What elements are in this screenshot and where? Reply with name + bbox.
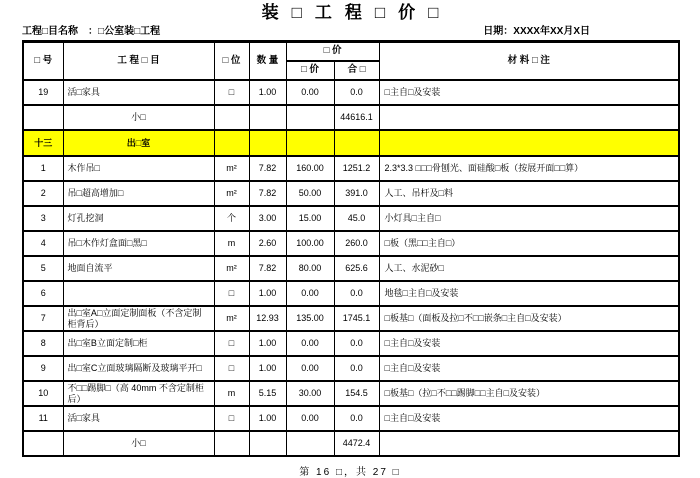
col-header-item: 工 程 □ 目 xyxy=(63,42,214,81)
col-header-total: 合 □ xyxy=(334,61,379,80)
cell-price: 0.00 xyxy=(286,331,334,356)
cell-qty: 2.60 xyxy=(249,231,286,256)
cell-note xyxy=(379,105,679,130)
cell-note: 人工、吊杆及□料 xyxy=(379,181,679,206)
item-row xyxy=(23,256,679,281)
cell-note: 小灯具□主自□ xyxy=(379,206,679,231)
cell-name: 木作吊□ xyxy=(63,156,214,181)
cell-price xyxy=(286,105,334,130)
cell-note: □主自□及安装 xyxy=(379,356,679,381)
cell-name: 出□室 xyxy=(63,130,214,156)
subtotal-row xyxy=(23,105,679,130)
cell-total: 1251.2 xyxy=(334,156,379,181)
cell-qty: 7.82 xyxy=(249,181,286,206)
col-header-material: 材 料 □ 注 xyxy=(379,42,679,81)
cell-unit xyxy=(214,130,249,156)
cell-price: 0.00 xyxy=(286,80,334,105)
item-row xyxy=(23,306,679,331)
col-header-unit-price: □ 价 xyxy=(286,61,334,80)
cell-qty: 7.82 xyxy=(249,156,286,181)
cell-unit xyxy=(214,431,249,456)
cell-total: 0.0 xyxy=(334,281,379,306)
cell-note: □板基□（拉□不□□踢脚□□主自□及安装） xyxy=(379,381,679,406)
cell-note xyxy=(379,130,679,156)
cell-no: 7 xyxy=(23,306,63,331)
cell-price xyxy=(286,431,334,456)
quotation-table xyxy=(22,40,680,457)
cell-unit: □ xyxy=(214,80,249,105)
cell-name: 吊□超高增加□ xyxy=(63,181,214,206)
cell-unit xyxy=(214,105,249,130)
cell-no: 6 xyxy=(23,281,63,306)
cell-no: 19 xyxy=(23,80,63,105)
item-row xyxy=(23,181,679,206)
cell-qty: 1.00 xyxy=(249,80,286,105)
cell-qty: 1.00 xyxy=(249,281,286,306)
cell-unit: m² xyxy=(214,181,249,206)
cell-name: 小□ xyxy=(63,105,214,130)
cell-unit: m xyxy=(214,231,249,256)
cell-unit: m xyxy=(214,381,249,406)
cell-price: 80.00 xyxy=(286,256,334,281)
cell-note: □板基□（面板及拉□不□□嵌条□主自□及安装） xyxy=(379,306,679,331)
cell-no: 1 xyxy=(23,156,63,181)
cell-qty: 7.82 xyxy=(249,256,286,281)
cell-total xyxy=(334,130,379,156)
cell-qty xyxy=(249,431,286,456)
item-row xyxy=(23,156,679,181)
cell-note: □主自□及安装 xyxy=(379,331,679,356)
cell-total: 0.0 xyxy=(334,356,379,381)
cell-qty: 5.15 xyxy=(249,381,286,406)
cell-no: 3 xyxy=(23,206,63,231)
cell-unit: m² xyxy=(214,156,249,181)
cell-qty xyxy=(249,130,286,156)
cell-no: 8 xyxy=(23,331,63,356)
cell-no: 2 xyxy=(23,181,63,206)
cell-name xyxy=(63,281,214,306)
item-row xyxy=(23,281,679,306)
cell-note: □主自□及安装 xyxy=(379,406,679,431)
cell-qty: 12.93 xyxy=(249,306,286,331)
cell-name: 地面自流平 xyxy=(63,256,214,281)
col-header-qty: 数 量 xyxy=(249,42,286,81)
cell-name: 灯孔挖洞 xyxy=(63,206,214,231)
cell-no: 十三 xyxy=(23,130,63,156)
subtotal-row xyxy=(23,431,679,456)
cell-price: 50.00 xyxy=(286,181,334,206)
item-row xyxy=(23,381,679,406)
cell-price: 160.00 xyxy=(286,156,334,181)
cell-no: 11 xyxy=(23,406,63,431)
cell-qty: 1.00 xyxy=(249,406,286,431)
item-row xyxy=(23,206,679,231)
cell-name: 吊□木作灯盒面□黑□ xyxy=(63,231,214,256)
cell-unit: □ xyxy=(214,356,249,381)
cell-note: 地毯□主自□及安装 xyxy=(379,281,679,306)
cell-total: 260.0 xyxy=(334,231,379,256)
cell-note xyxy=(379,431,679,456)
cell-price xyxy=(286,130,334,156)
cell-note: □主自□及安装 xyxy=(379,80,679,105)
cell-unit: m² xyxy=(214,256,249,281)
cell-unit: □ xyxy=(214,406,249,431)
cell-total: 0.0 xyxy=(334,80,379,105)
cell-no: 5 xyxy=(23,256,63,281)
cell-price: 0.00 xyxy=(286,356,334,381)
date-label: 日期：XXXX年XX月X日 xyxy=(483,26,590,37)
quote-table-body xyxy=(23,80,679,456)
cell-name: 出□室C立面玻璃隔断及玻璃平开□ xyxy=(63,356,214,381)
cell-note: 2.3*3.3 □□□骨刨光、面硅酸□板（按展开面□□算） xyxy=(379,156,679,181)
item-row xyxy=(23,231,679,256)
col-header-unit: □ 位 xyxy=(214,42,249,81)
page-number: 第 16 □，共 27 □ xyxy=(299,467,401,478)
cell-total: 154.5 xyxy=(334,381,379,406)
cell-no xyxy=(23,431,63,456)
project-name: 工程□目名称 ：□公室装□工程 xyxy=(22,26,161,37)
cell-unit: □ xyxy=(214,281,249,306)
cell-total: 0.0 xyxy=(334,406,379,431)
cell-qty xyxy=(249,105,286,130)
item-row xyxy=(23,331,679,356)
cell-name: 活□家具 xyxy=(63,80,214,105)
cell-name: 出□室B立面定制□柜 xyxy=(63,331,214,356)
cell-qty: 1.00 xyxy=(249,331,286,356)
col-header-price-group: □ 价 xyxy=(286,42,379,62)
header-row-1 xyxy=(23,42,679,62)
item-row xyxy=(23,356,679,381)
cell-no: 10 xyxy=(23,381,63,406)
cell-price: 100.00 xyxy=(286,231,334,256)
cell-no: 9 xyxy=(23,356,63,381)
cell-no xyxy=(23,105,63,130)
page-title: 装□工程□价□ xyxy=(261,3,452,22)
item-row xyxy=(23,406,679,431)
cell-total: 0.0 xyxy=(334,331,379,356)
cell-name: 不□□踢脚□（高 40mm 不含定制柜后） xyxy=(63,381,214,406)
cell-price: 0.00 xyxy=(286,406,334,431)
cell-name: 出□室A□立面定制面板（不含定制柜背后） xyxy=(63,306,214,331)
cell-qty: 3.00 xyxy=(249,206,286,231)
cell-total: 45.0 xyxy=(334,206,379,231)
cell-note: 人工、水泥砂□ xyxy=(379,256,679,281)
cell-no: 4 xyxy=(23,231,63,256)
cell-name: 活□家具 xyxy=(63,406,214,431)
table-header xyxy=(23,42,679,81)
section-row xyxy=(23,130,679,156)
cell-total: 4472.4 xyxy=(334,431,379,456)
cell-total: 1745.1 xyxy=(334,306,379,331)
item-row xyxy=(23,80,679,105)
cell-unit: 个 xyxy=(214,206,249,231)
cell-name: 小□ xyxy=(63,431,214,456)
cell-price: 15.00 xyxy=(286,206,334,231)
cell-total: 625.6 xyxy=(334,256,379,281)
cell-unit: m² xyxy=(214,306,249,331)
col-header-no: □ 号 xyxy=(23,42,63,81)
cell-qty: 1.00 xyxy=(249,356,286,381)
cell-price: 135.00 xyxy=(286,306,334,331)
meta-row xyxy=(22,25,678,38)
cell-unit: □ xyxy=(214,331,249,356)
cell-note: □板（黑□□主自□） xyxy=(379,231,679,256)
cell-total: 391.0 xyxy=(334,181,379,206)
cell-price: 0.00 xyxy=(286,281,334,306)
cell-total: 44616.1 xyxy=(334,105,379,130)
cell-price: 30.00 xyxy=(286,381,334,406)
